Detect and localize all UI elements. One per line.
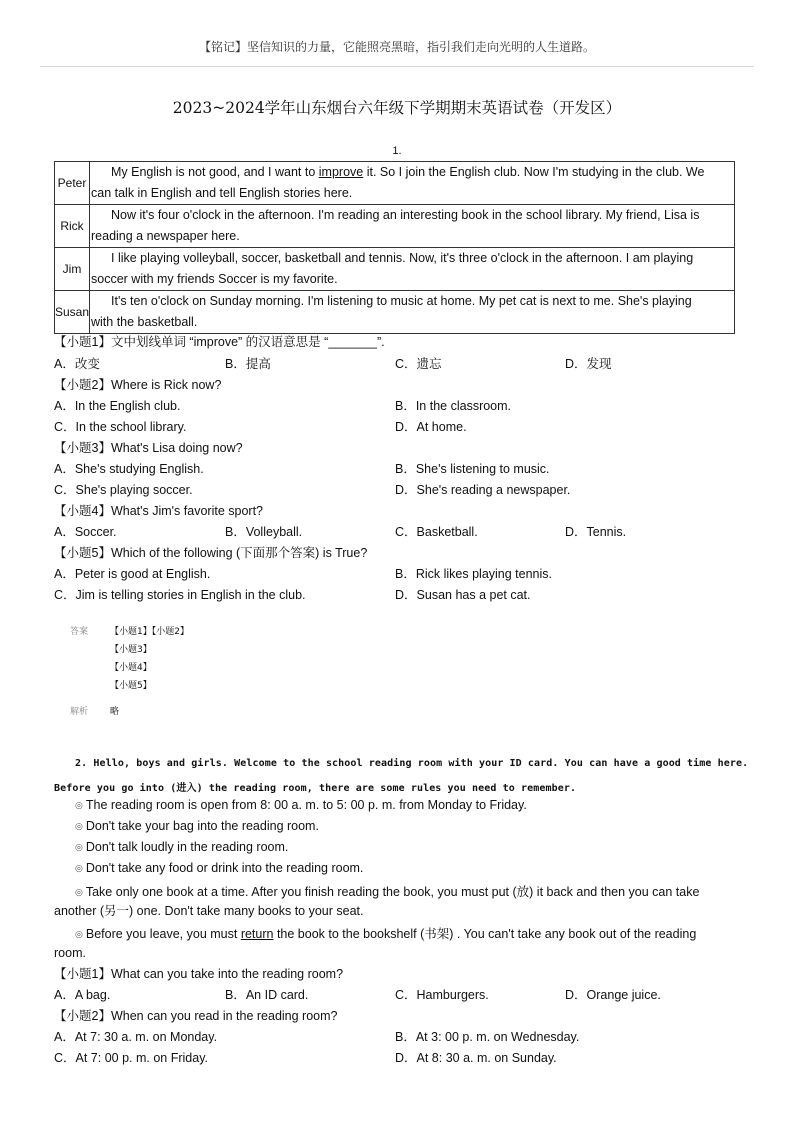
option-b[interactable]: B．Volleyball. [225, 525, 303, 539]
q1-sub3-stem: 【小题3】What's Lisa doing now? [54, 441, 243, 455]
bullet-icon: ◎ [75, 821, 83, 831]
bullet-icon: ◎ [75, 929, 83, 939]
q2-intro-line2: Before you go into (进入) the reading room, there are some rules you need to remember. [54, 783, 577, 794]
option-a[interactable]: A．A bag. [54, 988, 111, 1002]
option-c[interactable]: C．遗忘 [395, 357, 442, 371]
passage-table [54, 161, 735, 334]
person-text: It's ten o'clock on Sunday morning. I'm listening to music at home. My pet cat is next to me. She's playing with the basketball. [90, 291, 735, 334]
option-d[interactable]: D．发现 [565, 357, 612, 371]
table-row [55, 162, 735, 205]
page-motto: 【铭记】坚信知识的力量，它能照亮黑暗，指引我们走向光明的人生道路。 [198, 40, 595, 54]
option-c[interactable]: C．At 7: 00 p. m. on Friday. [54, 1051, 208, 1065]
analysis-text: 略 [110, 707, 120, 717]
option-c[interactable]: C．In the school library. [54, 420, 187, 434]
answer-line: 【小题5】 [110, 681, 152, 691]
q2-sub1-stem: 【小题1】What can you take into the reading room? [54, 967, 344, 981]
option-d[interactable]: D．At 8: 30 a. m. on Sunday. [395, 1051, 557, 1065]
rule-item: ◎ Don't take your bag into the reading room. [75, 819, 319, 833]
option-d[interactable]: D．She's reading a newspaper. [395, 483, 571, 497]
person-text: I like playing volleyball, soccer, basketball and tennis. Now, it's three o'clock in the afternoon. I am playing soccer with my friends Soccer is my favorite. [90, 248, 735, 291]
option-b[interactable]: B．In the classroom. [395, 399, 512, 413]
bullet-icon: ◎ [75, 887, 83, 897]
answer-label: 答案 [70, 627, 89, 637]
option-c[interactable]: C．Basketball. [395, 525, 478, 539]
answer-line: 【小题4】 [110, 663, 152, 673]
bullet-icon: ◎ [75, 863, 83, 873]
underlined-word: return [240, 927, 274, 941]
option-b[interactable]: B．Rick likes playing tennis. [395, 567, 553, 581]
analysis-label: 解析 [70, 707, 89, 717]
option-a[interactable]: A．改变 [54, 357, 100, 371]
option-d[interactable]: D．At home. [395, 420, 467, 434]
option-a[interactable]: A．At 7: 30 a. m. on Monday. [54, 1030, 218, 1044]
option-b[interactable]: B．提高 [225, 357, 271, 371]
answer-line: 【小题1】【小题2】 [110, 627, 189, 637]
option-c[interactable]: C．She's playing soccer. [54, 483, 193, 497]
person-name: Peter [55, 162, 90, 205]
page-title: 2023~2024学年山东烟台六年级下学期期末英语试卷（开发区） [172, 99, 622, 117]
q1-sub2-stem: 【小题2】Where is Rick now? [54, 378, 222, 392]
table-row [55, 248, 735, 291]
table-row [55, 291, 735, 334]
person-text: Now it's four o'clock in the afternoon. I'm reading an interesting book in the school library. My friend, Lisa is reading a newspaper here. [90, 205, 735, 248]
bullet-icon: ◎ [75, 842, 83, 852]
option-a[interactable]: A．In the English club. [54, 399, 181, 413]
rule-item: ◎ Don't take any food or drink into the reading room. [75, 861, 364, 875]
option-a[interactable]: A．Soccer. [54, 525, 117, 539]
answer-line: 【小题3】 [110, 645, 152, 655]
option-c[interactable]: C．Jim is telling stories in English in the club. [54, 588, 306, 602]
rule-continuation: another (另一) one. Don't take many books to your seat. [54, 904, 364, 918]
person-name: Susan [55, 291, 90, 334]
q2-intro-line1: 2. Hello, boys and girls. Welcome to the school reading room with your ID card. You can have a good time here. [75, 758, 749, 769]
question-1-number: 1. [392, 145, 402, 157]
rule-item: ◎ The reading room is open from 8: 00 a. m. to 5: 00 p. m. from Monday to Friday. [75, 798, 527, 812]
option-b[interactable]: B．At 3: 00 p. m. on Wednesday. [395, 1030, 580, 1044]
table-row [55, 205, 735, 248]
option-d[interactable]: D．Susan has a pet cat. [395, 588, 531, 602]
option-d[interactable]: D．Tennis. [565, 525, 627, 539]
q1-sub4-stem: 【小题4】What's Jim's favorite sport? [54, 504, 263, 518]
person-name: Rick [55, 205, 90, 248]
q1-sub5-stem: 【小题5】Which of the following (下面那个答案) is True? [54, 546, 368, 560]
header-divider [40, 66, 754, 67]
q2-sub2-stem: 【小题2】When can you read in the reading room? [54, 1009, 338, 1023]
option-c[interactable]: C．Hamburgers. [395, 988, 489, 1002]
person-name: Jim [55, 248, 90, 291]
underlined-word: improve [318, 165, 364, 179]
option-b[interactable]: B．An ID card. [225, 988, 309, 1002]
option-a[interactable]: A．She's studying English. [54, 462, 204, 476]
option-d[interactable]: D．Orange juice. [565, 988, 661, 1002]
option-b[interactable]: B．She's listening to music. [395, 462, 550, 476]
rule-item: ◎ Take only one book at a time. After you finish reading the book, you must put (放) it back and then you can take [75, 885, 700, 899]
bullet-icon: ◎ [75, 800, 83, 810]
option-a[interactable]: A．Peter is good at English. [54, 567, 211, 581]
rule-item: ◎ Don't talk loudly in the reading room. [75, 840, 289, 854]
person-text: My English is not good, and I want to improve it. So I join the English club. Now I'm studying in the club. We can talk in English and tell English stories here. [90, 162, 735, 205]
q1-sub1-stem: 【小题1】文中划线单词 “improve” 的汉语意思是 “_______”. [54, 335, 385, 349]
rule-continuation: room. [54, 946, 86, 960]
rule-item: ◎ Before you leave, you must return the book to the bookshelf (书架) . You can't take any book out of the reading [75, 927, 697, 941]
